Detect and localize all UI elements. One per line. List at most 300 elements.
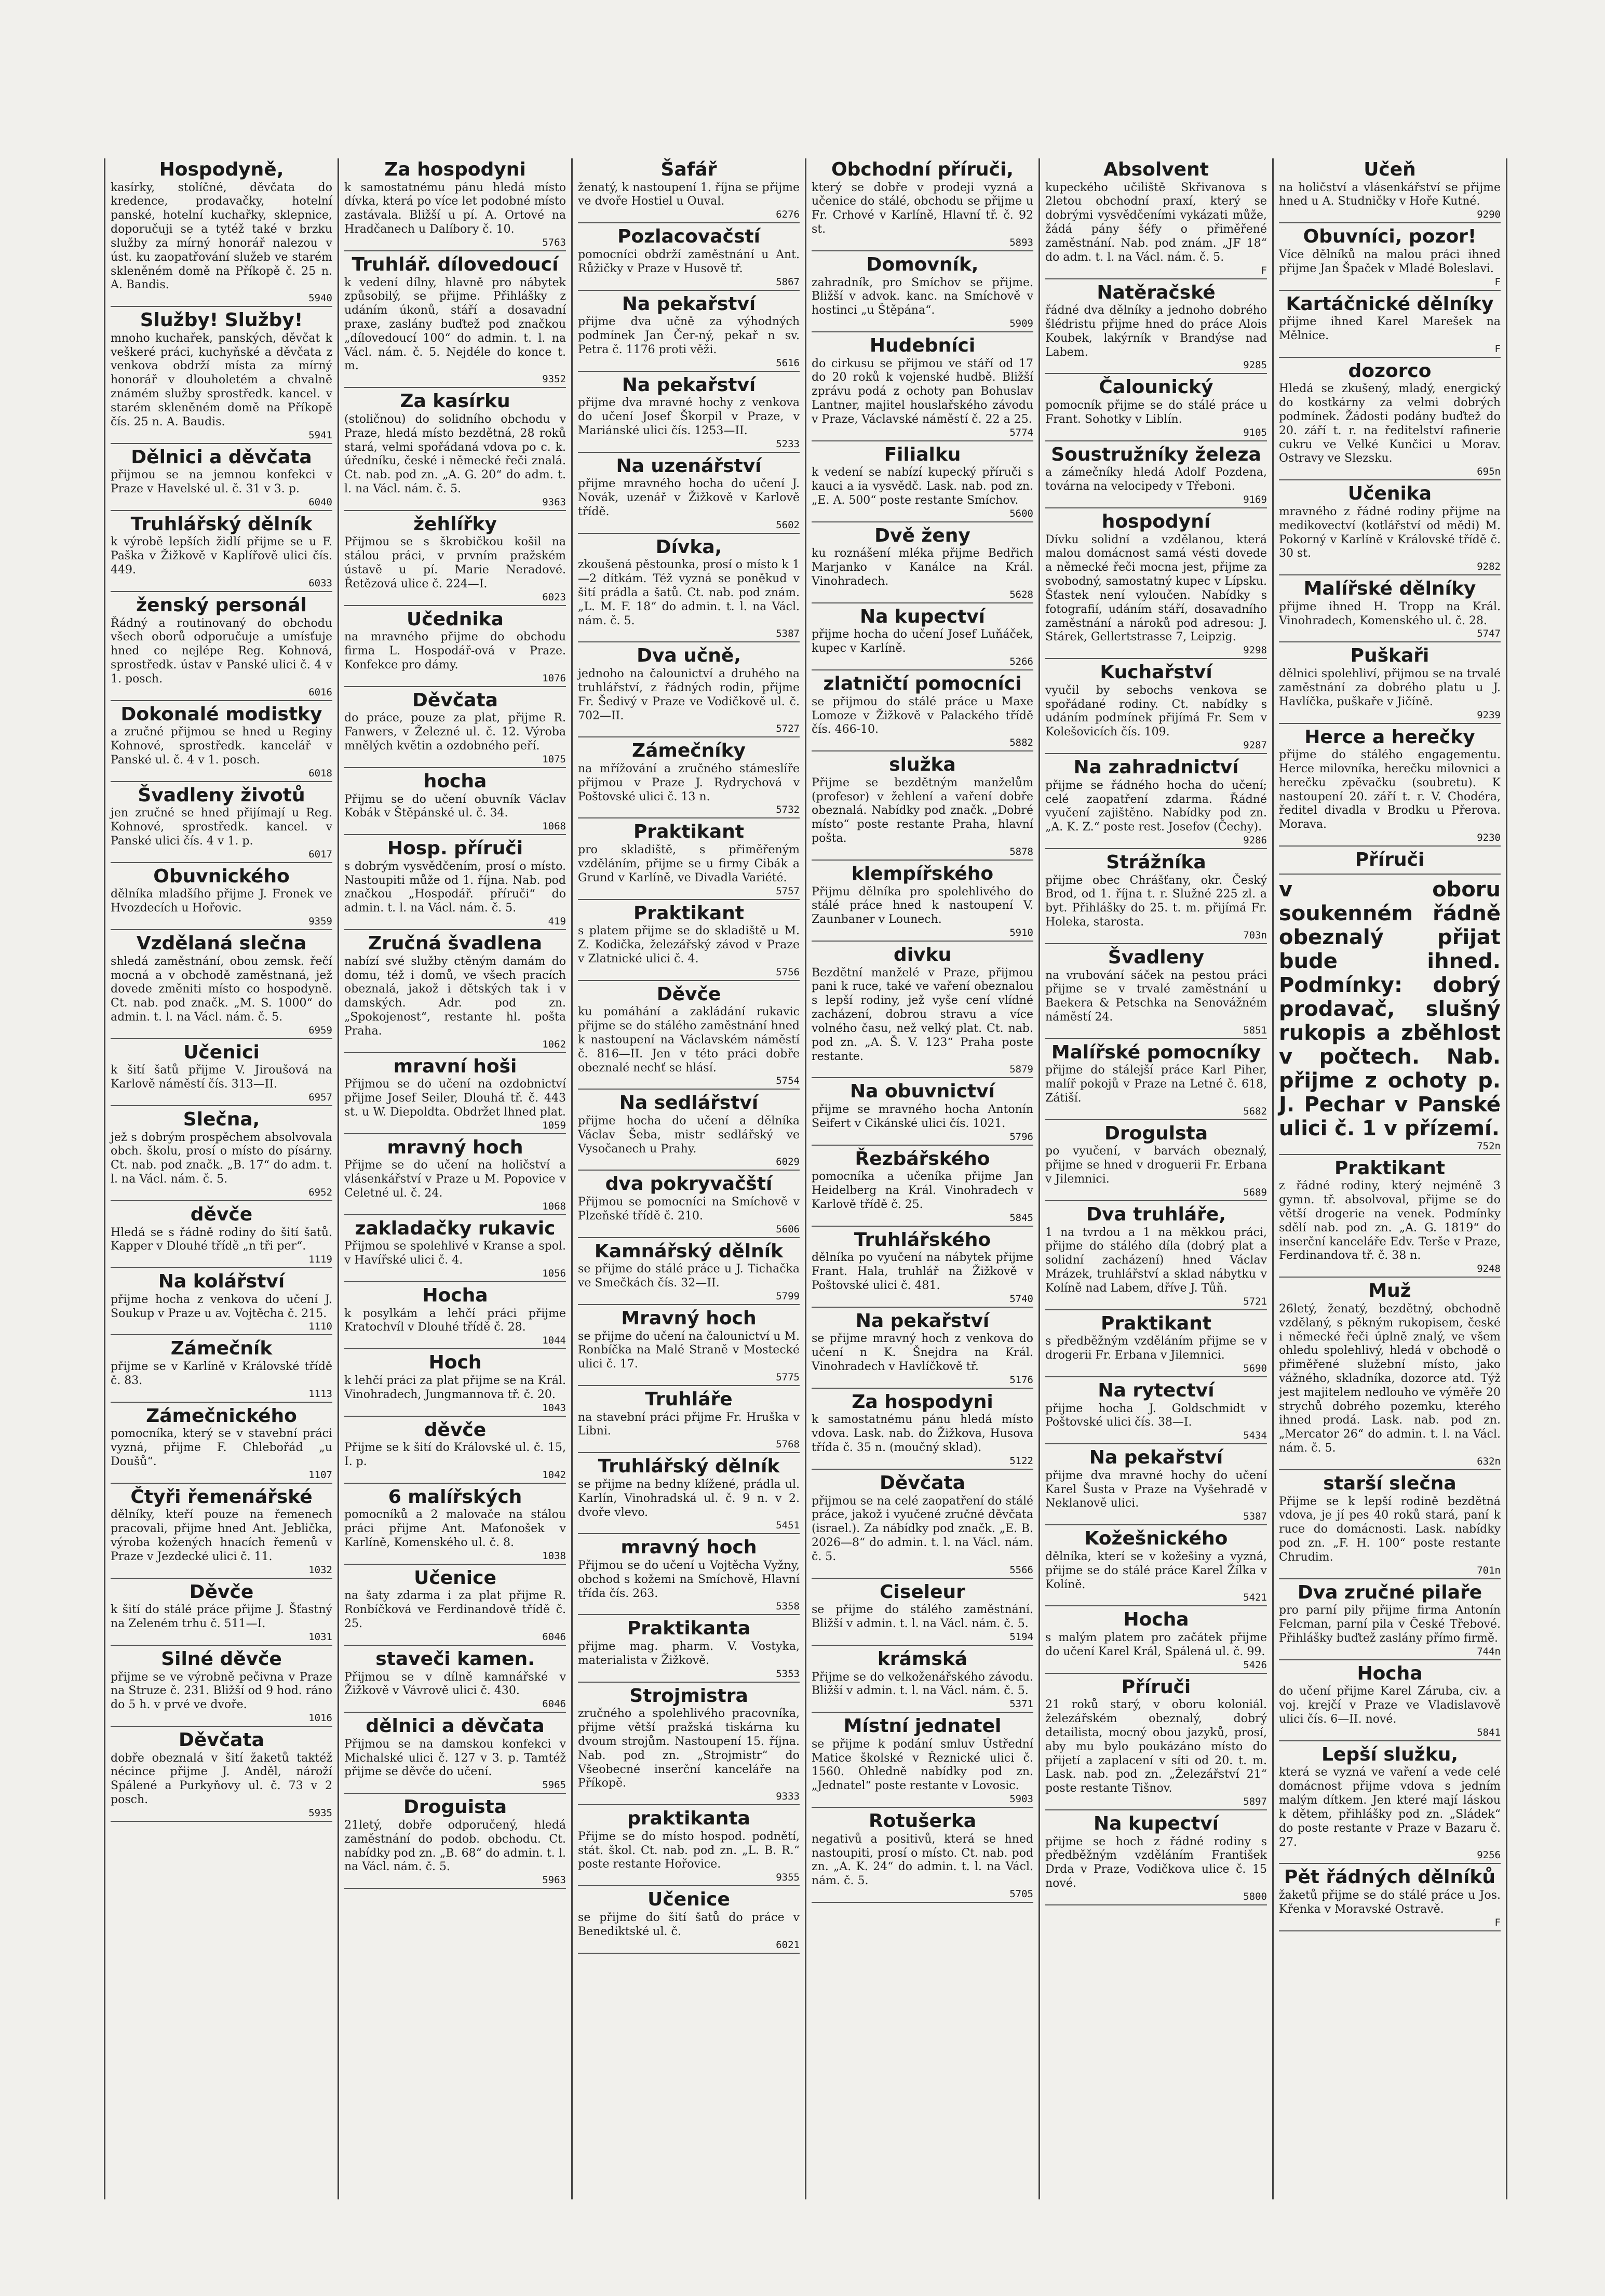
ad-text: negativů a positivů, která se hned nastoupiti, prosí o místo. Ct. nab. pod zn. „A. K. 24“ do admin. t. l. na Václ. nám. č. 5. xyxy=(812,1832,1033,1888)
ad-heading: Praktikant xyxy=(1334,1157,1445,1179)
ad-number: 5965 xyxy=(542,1779,566,1791)
ad-text: Hledá se s řádně rodiny do šití šatů. Kapper v Dlouhé třídě „n tři per“. xyxy=(111,1226,332,1253)
ad-text: dělníka mladšího přijme J. Fronek ve Hvozdecích u Hořovic. xyxy=(111,888,332,915)
ad-number: 5266 xyxy=(1009,656,1033,668)
ad-heading: hospodyní xyxy=(1101,511,1211,532)
ad-number: 5732 xyxy=(776,804,800,816)
classified-ad xyxy=(1279,1582,1501,1660)
ad-heading: zlatničtí pomocníci xyxy=(823,673,1022,695)
ad-heading: dělnici a děvčata xyxy=(366,1715,545,1737)
ad-heading: Muž xyxy=(1368,1280,1411,1302)
ad-heading: Zámečník xyxy=(170,1338,273,1360)
classified-ad xyxy=(1279,579,1501,642)
ad-text: Přijmu se do učení obuvník Václav Kobák v Štěpánské ul. č. 34. xyxy=(344,793,566,820)
ad-number: 5451 xyxy=(776,1520,800,1532)
classified-ad xyxy=(1279,1744,1501,1864)
ad-heading: starší slečna xyxy=(1323,1472,1456,1494)
classified-ad xyxy=(344,1056,566,1134)
classified-ad xyxy=(344,1487,566,1565)
ad-heading: Děvčata xyxy=(412,689,498,711)
ad-text: k lehčí práci za plat přijme se na Král. Vinohradech, Jungmannova tř. č. 20. xyxy=(344,1374,566,1401)
ad-number: 1042 xyxy=(542,1469,566,1481)
classified-ad xyxy=(812,1582,1033,1646)
ad-text: k samostatnému pánu hledá místo vdova. Lask. nab. do Žižkova, Husova třída č. 35 n. (moučný sklad). xyxy=(812,1413,1033,1455)
ad-text: k šití do stálé práce přijme J. Šťastný na Zeleném trhu č. 511—I. xyxy=(111,1603,332,1631)
classified-ad xyxy=(578,822,800,899)
ad-number: 5122 xyxy=(1009,1455,1033,1467)
classified-ad xyxy=(111,447,332,511)
ad-text: přijme se hoch z řádné rodiny s předběžným vzděláním František Drda v Praze, Vodičkova ulice č. 15 nové. xyxy=(1045,1835,1267,1890)
ad-heading: Vzdělaná slečna xyxy=(136,933,307,955)
classified-ad xyxy=(578,1889,800,1953)
ad-heading: Šafář xyxy=(660,159,717,180)
classified-ad xyxy=(578,1808,800,1886)
ad-text: pro skladiště, s přiměřeným vzděláním, přijme se u firmy Cibák a Grund v Karlíně, ve Divadla Variété. xyxy=(578,843,800,884)
classified-ad xyxy=(1045,1380,1267,1444)
ad-number: 6276 xyxy=(776,209,800,221)
classified-ad xyxy=(578,1618,800,1682)
classified-ad xyxy=(111,1338,332,1402)
classified-ad xyxy=(111,704,332,782)
ad-number: 5421 xyxy=(1243,1592,1267,1604)
ad-number: 6016 xyxy=(308,686,332,698)
ad-text: dělnici spolehliví, přijmou se na trvalé zaměstnání za dobrého platu u J. Havlíčka, puškaře v Jičíně. xyxy=(1279,667,1501,708)
ad-text: přijme ihned Karel Marešek na Mělnice. xyxy=(1279,315,1501,342)
ad-heading: Strážníka xyxy=(1106,852,1206,873)
ad-heading: Natěračské xyxy=(1097,281,1216,303)
ad-text: do cirkusu se přijmou ve stáří od 17 do 20 roků k vojenské hudbě. Bližší zprávu podá z ochoty pan Bohuslav Lantner, majitel houslařského závodu v Praze, Václavské náměstí č. 22 a 25. xyxy=(812,357,1033,426)
ad-heading: staveči kamen. xyxy=(375,1648,535,1670)
ad-text: přijme dva mravné hochy z venkova do učení Josef Škorpil v Praze, v Mariánské ulici čís. 1253—II. xyxy=(578,396,800,437)
classified-ad xyxy=(812,1311,1033,1389)
ad-heading: Učenice xyxy=(414,1567,496,1589)
ad-number: 752n xyxy=(1477,1140,1501,1152)
classified-ad xyxy=(111,310,332,444)
ad-text: se přijme do šití šatů do práce v Benediktské ul. č. xyxy=(578,1911,800,1938)
classified-ad xyxy=(1045,377,1267,441)
classified-ad xyxy=(578,375,800,453)
ad-number: 1043 xyxy=(542,1402,566,1414)
ad-text: Přijme se k lepší rodině bezdětná vdova, je jí pes 40 roků stará, paní k ruce do domácnosti. Lask. nabídky pod zn. „F. H. 100“ poste restante Chrudim. xyxy=(1279,1495,1501,1564)
ad-number: 5879 xyxy=(1009,1064,1033,1076)
ad-text: na šaty zdarma i za plat přijme R. Ronbíčková ve Ferdinandově třídě č. 25. xyxy=(344,1589,566,1631)
ad-heading: Hocha xyxy=(1357,1662,1423,1684)
ad-heading: Dva truhláře, xyxy=(1086,1203,1226,1225)
ad-number: 5940 xyxy=(308,292,332,304)
ad-bold-text: v oboru soukenném řádně obeznalý přijat bude ihned. Podmínky: dobrý prodavač, slušný rukopis a zběhlost v počtech. Nab. přijme z ochoty p. J. Pechar v Panské ulici č. 1 v přízemí. xyxy=(1279,877,1501,1140)
ad-number: 5757 xyxy=(776,885,800,897)
ad-number: 9287 xyxy=(1243,740,1267,751)
classified-ad xyxy=(1279,850,1501,875)
classified-ad xyxy=(578,537,800,643)
classified-ad xyxy=(1045,1204,1267,1310)
ad-text: zkoušená pěstounka, prosí o místo k 1—2 dítkám. Též vyzná se poněkud v šití prádla a šatů. Ct. nab. pod znám. „L. M. F. 18“ do admin. t. l. na Václ. nám. č. 5. xyxy=(578,558,800,627)
classified-ad xyxy=(344,1716,566,1794)
ad-text: pomocníků a 2 malovače na stálou práci přijme Ant. Maťonošek v Karlíně, Komenského ul. č. 8. xyxy=(344,1508,566,1550)
ad-text: jednoho na čalounictví a druhého na truhlářství, z řádných rodin, přijme Fr. Šedivý v Praze ve Vodičkově ul. č. 702—II. xyxy=(578,667,800,722)
ad-number: 5909 xyxy=(1009,317,1033,329)
classified-ad xyxy=(1279,361,1501,481)
classified-ad xyxy=(1045,1447,1267,1525)
ad-heading: Děvče xyxy=(189,1581,254,1603)
ad-number: 5768 xyxy=(776,1439,800,1451)
ad-heading: mravný hoch xyxy=(621,1537,757,1559)
ad-number: 6957 xyxy=(308,1092,332,1104)
ad-number: 5841 xyxy=(1477,1726,1501,1738)
classified-ad xyxy=(812,864,1033,942)
classified-ad xyxy=(578,1241,800,1305)
ad-heading: hocha xyxy=(423,770,487,792)
ad-number: 5606 xyxy=(776,1223,800,1235)
ad-heading: Učenici xyxy=(183,1041,260,1063)
ad-heading: Kuchařství xyxy=(1100,662,1212,683)
column-2 xyxy=(339,158,573,2199)
classified-ad xyxy=(1279,727,1501,847)
ad-heading: Obuvnického xyxy=(153,865,290,887)
ad-heading: služka xyxy=(889,754,956,776)
ad-heading: Obuvníci, pozor! xyxy=(1303,226,1477,248)
ad-text: dobře obeznalá v šití žaketů taktéž nécince přijme J. Anděl, nároží Spálené a Purkyňovy ul. č. 73 v 2 posch. xyxy=(111,1751,332,1807)
ad-number: 9282 xyxy=(1477,561,1501,573)
ad-number: 5754 xyxy=(776,1075,800,1087)
ad-text: se přijme do stálé práce u J. Tichačka ve Smečkách čís. 32—II. xyxy=(578,1263,800,1290)
ad-text: s předběžným vzděláním přijme se v drogerii Fr. Erbana v Jilemnici. xyxy=(1045,1335,1267,1362)
ad-text: ku roznášení mléka přijme Bedřich Marjanko v Kanálce na Král. Vinohradech. xyxy=(812,547,1033,588)
ad-heading: Čtyři řemenářské xyxy=(130,1486,313,1508)
ad-text: pro parní pily přijme firma Antonín Felcman, parní pila v České Třebové. Přihlášky buďtež zaslány přímo firmě. xyxy=(1279,1604,1501,1645)
ad-number: 6959 xyxy=(308,1024,332,1036)
ad-text: Přijme se do velkoženářského závodu. Bližší v admin. t. l. na Václ. nám. č. 5. xyxy=(812,1670,1033,1698)
ad-number: 5705 xyxy=(1009,1888,1033,1900)
ad-text: Přijme se k šití do Královské ul. č. 15, I. p. xyxy=(344,1441,566,1468)
ad-number: 5616 xyxy=(776,357,800,369)
ad-number: 5353 xyxy=(776,1668,800,1680)
ad-heading: Malířské dělníky xyxy=(1303,578,1476,600)
ad-text: a zámečníky hledá Adolf Pozdena, továrna na velocipedy v Třeboni. xyxy=(1045,466,1267,493)
ad-number: 5941 xyxy=(308,429,332,441)
classified-ad xyxy=(344,514,566,606)
ad-text: (stoličnou) do solidního obchodu v Praze, hledá místo bezdětná, 28 roků stará, velmi spořádaná vdova po c. k. úředníku, české i německé řeči znalá. Ct. nab. pod zn. „A. G. 20“ do adm. t. l. na Václ. nám. č. 5. xyxy=(344,412,566,496)
ad-text: pomocník přijme se do stálé práce u Frant. Sohotky v Liblín. xyxy=(1045,399,1267,426)
ad-number: 5233 xyxy=(776,438,800,450)
ad-number: 1113 xyxy=(308,1388,332,1400)
classified-ad xyxy=(578,1537,800,1615)
ad-heading: Švadleny životů xyxy=(138,784,305,806)
ad-text: řádné dva dělníky a jednoho dobrého šlédristu přijme hned do práce Alois Koubek, lakýrník v Brandýse nad Labem. xyxy=(1045,304,1267,359)
ad-heading: Filialku xyxy=(884,444,961,465)
ad-number: 5774 xyxy=(1009,426,1033,438)
ad-heading: Čalounický xyxy=(1099,377,1213,398)
ad-number: 5882 xyxy=(1009,737,1033,749)
ad-text: přijme obec Chrášťany, okr. Český Brod, od 1. října t. r. Služné 225 zl. a byt. Přihlášky do 25. t. m. přijímá Fr. Holeka, starosta. xyxy=(1045,874,1267,929)
ad-heading: Praktikanta xyxy=(627,1618,751,1640)
ad-heading: Soustružníky železa xyxy=(1051,444,1261,465)
ad-number: 1056 xyxy=(542,1268,566,1280)
classified-ad xyxy=(344,254,566,388)
ad-number: 5387 xyxy=(776,628,800,640)
classified-ad xyxy=(812,159,1033,251)
ad-text: přijme do stálého engagementu. Herce milovníka, herečku milovnici a herečku zpěvačku (soubretu). K nastoupení 20. září t. r. V. Chodéra, ředitel divadla v Brodku u Přerova. Morava. xyxy=(1279,748,1501,831)
classified-ad xyxy=(1045,1123,1267,1201)
classified-ad xyxy=(344,1285,566,1349)
ad-text: Přijme se do místo hospod. podnětí, stát. škol. Ct. nab. pod zn. „L. B. R.“ poste restante Hořovice. xyxy=(578,1830,800,1871)
column-5 xyxy=(1040,158,1274,2199)
ad-text: přijmou se na jemnou konfekci v Praze v Havelské ul. č. 31 v 3. p. xyxy=(111,468,332,496)
classified-ad xyxy=(1279,878,1501,1155)
ad-text: 21 roků starý, v oboru koloniál. železářském obeznalý, dobrý detailista, mocný obou jazyků, prosí, aby mu bylo poukázáno místo do přijetí a zaplacení v síti od 20. t. m. Lask. nab. pod zn. „Železářství 21“ poste restante Tišnov. xyxy=(1045,1698,1267,1795)
ad-text: Řádný a routinovaný do obchodu všech oborů odporučuje a umísťuje hned co nejlépe Reg. Kohnová, sprostředk. ústav v Panské ulici č. 4 v 1. posch. xyxy=(111,616,332,686)
column-1 xyxy=(105,158,339,2199)
ad-text: 26letý, ženatý, bezdětný, obchodně vzdělaný, s pěkným rukopisem, české i německé řeči úplně znalý, ve všem ohledu spolehlivý, hledá v obchodě o přiměřené služební místo, jako vážného, skladníka, dozorce atd. Týž jest majitelem nedlouho ve výměře 20 strychů dobrého pozemku, kterého ihned prodá. Lask. nab. pod zn. „Mercator 26“ do admin. t. l. na Václ. nám. č. 5. xyxy=(1279,1302,1501,1455)
classified-ad xyxy=(111,785,332,863)
classified-ad xyxy=(1045,159,1267,279)
ad-text: k šití šatů přijme V. Jiroušová na Karlově náměstí čís. 313—II. xyxy=(111,1064,332,1091)
classified-ad xyxy=(111,595,332,701)
ad-text: přijme hocha do učení Josef Luňáček, kupec v Karlíně. xyxy=(812,628,1033,655)
classified-ad xyxy=(111,1042,332,1106)
ad-number: 1032 xyxy=(308,1564,332,1576)
ad-text: přijme se mravného hocha Antonín Seifert v Cikánské ulici čís. 1021. xyxy=(812,1103,1033,1130)
ad-heading: žehlířky xyxy=(413,513,497,535)
classified-ad xyxy=(812,1649,1033,1713)
ad-number: 419 xyxy=(548,916,566,928)
ad-heading: Děvčata xyxy=(179,1729,264,1751)
ad-text: přijme dva učně za výhodných podmínek Jan Čer-ný, pekař n sv. Petra č. 1176 proti věži. xyxy=(578,315,800,356)
ad-heading: Kožešnického xyxy=(1084,1528,1228,1550)
ad-number: 1062 xyxy=(542,1038,566,1050)
ad-heading: Za hospodyni xyxy=(384,159,526,180)
classified-ad xyxy=(111,866,332,930)
ad-heading: Herce a herečky xyxy=(1304,726,1475,748)
classified-ad xyxy=(111,1582,332,1646)
ad-number: 5878 xyxy=(1009,845,1033,857)
ad-heading: Kartáčnické dělníky xyxy=(1286,293,1494,315)
ad-heading: Na obuvnictví xyxy=(850,1081,995,1103)
ad-heading: Za hospodyni xyxy=(852,1391,993,1413)
ad-heading: Na rytectví xyxy=(1098,1379,1215,1401)
ad-heading: Zámečníky xyxy=(631,740,746,762)
ad-number: 5910 xyxy=(1009,927,1033,939)
classified-ad xyxy=(1045,852,1267,944)
ad-heading: Hosp. příruči xyxy=(387,838,523,860)
ad-heading: Obchodní příruči, xyxy=(831,159,1014,180)
ad-heading: Mravný hoch xyxy=(621,1307,757,1329)
ad-text: přijme do stálejší práce Karl Piher, malíř pokojů v Praze na Letné č. 618, Zátiší. xyxy=(1045,1064,1267,1105)
ad-text: se přijmou do stálé práce u Maxe Lomoze v Žižkově v Palackého třídě čís. 466-10. xyxy=(812,695,1033,736)
ad-text: pomocníka, který se v stavební práci vyzná, přijme F. Chlebořád „u Doušů“. xyxy=(111,1427,332,1468)
ad-text: Přijmou se do učení na ozdobnictví přijme Josef Seiler, Dlouhá tř. č. 443 st. u W. Diepoldta. Obdržet lhned plat. xyxy=(344,1078,566,1119)
ad-number: 6023 xyxy=(542,591,566,603)
ad-number: 5845 xyxy=(1009,1212,1033,1224)
ad-text: na stavební práci přijme Fr. Hruška v Libni. xyxy=(578,1411,800,1438)
ad-heading: Zručná švadlena xyxy=(368,933,542,955)
classified-ad xyxy=(812,1230,1033,1308)
ad-number: 1110 xyxy=(308,1321,332,1333)
ad-number: 5727 xyxy=(776,723,800,735)
classified-ad xyxy=(344,159,566,251)
classified-ad xyxy=(578,1456,800,1534)
classified-ad xyxy=(111,1109,332,1201)
classified-ad xyxy=(111,933,332,1039)
ad-number: 1059 xyxy=(542,1119,566,1131)
ad-number: 1076 xyxy=(542,672,566,684)
ad-text: Přijmou se na damskou konfekci v Michalské ulici č. 127 v 3. p. Tamtéž přijme se děvče do učení. xyxy=(344,1737,566,1779)
ad-number: 5387 xyxy=(1243,1511,1267,1523)
ad-text: k samostatnému pánu hledá místo dívka, která po více let podobné místo zastávala. Bližší u pí. A. Ortové na Hradčanech u Dalíbory č. 10. xyxy=(344,181,566,236)
ad-text: přijme mag. pharm. V. Vostyka, materialista v Žižkově. xyxy=(578,1640,800,1667)
ad-text: Přijme se bezdětným manželům (profesor) v žehlení a vaření dobře obeznalá. Nabídky pod značk. „Dobré místo“ poste restante Praha, hlavní pošta. xyxy=(812,776,1033,845)
ad-text: jež s dobrým prospěchem absolvovala obch. školu, prosí o místo do písárny. Ct. nab. pod značk. „B. 17“ do adm. t. l. na Václ. nám. č. 5. xyxy=(111,1131,332,1186)
ad-text: 1 na tvrdou a 1 na měkkou práci, přijme do stálého díla (dobrý plat a solidní zacházení) hned Václav Mrázek, truhlářství a sklad nábytku v Kolíně nad Labem, dříve J. Tůň. xyxy=(1045,1226,1267,1295)
ad-number: 5194 xyxy=(1009,1631,1033,1643)
ad-heading: Silné děvče xyxy=(161,1648,282,1670)
ad-number: 5721 xyxy=(1243,1295,1267,1307)
classified-ad xyxy=(344,609,566,687)
classified-ad xyxy=(1279,646,1501,723)
ad-text: 21letý, dobře odporučený, hledá zaměstnání do podob. obchodu. Ct. nabídky pod zn. „B. 68“ do admin. t. l. na Václ. nám. č. 5. xyxy=(344,1818,566,1874)
ad-heading: Zámečnického xyxy=(146,1405,297,1427)
ad-text: Přijmou se v dílně kamnářské v Žižkově v Vávrově ulici č. 430. xyxy=(344,1670,566,1698)
ad-heading: Lepší služku, xyxy=(1321,1743,1459,1765)
column-6 xyxy=(1274,158,1507,2199)
ad-heading: Děvče xyxy=(656,983,721,1005)
ad-number: 5799 xyxy=(776,1290,800,1302)
ad-number: 6033 xyxy=(308,577,332,589)
ad-number: 9355 xyxy=(776,1872,800,1884)
ad-number: F xyxy=(1494,343,1501,355)
ad-heading: divku xyxy=(893,944,952,966)
classified-ad xyxy=(578,984,800,1090)
ad-number: 1038 xyxy=(542,1550,566,1562)
ad-number: 5682 xyxy=(1243,1105,1267,1117)
ad-number: 5689 xyxy=(1243,1186,1267,1198)
ad-text: Přijmou se pomocníci na Smíchově v Plzeňské třídě č. 210. xyxy=(578,1196,800,1223)
ad-heading: děvče xyxy=(190,1203,253,1225)
ad-number: 5176 xyxy=(1009,1374,1033,1386)
ad-heading: Řezbářského xyxy=(855,1148,990,1170)
ad-heading: 6 malířských xyxy=(388,1486,522,1508)
classified-ad xyxy=(344,391,566,511)
ad-text: přijme hocha J. Goldschmidt v Poštovské ulici čís. 38—I. xyxy=(1045,1402,1267,1429)
ad-heading: Pět řádných dělníků xyxy=(1284,1867,1496,1888)
ad-heading: Dva učně, xyxy=(637,645,741,667)
ad-text: do práce, pouze za plat, přijme R. Fanwers, v Železné ul. č. 12. Výroba mnělých květin a ozdobného peří. xyxy=(344,711,566,753)
ad-number: 6040 xyxy=(308,496,332,508)
classified-ad xyxy=(111,1271,332,1335)
classified-ad xyxy=(1045,283,1267,374)
classified-ad xyxy=(1045,947,1267,1039)
classified-ad xyxy=(111,1649,332,1727)
classified-ad xyxy=(812,755,1033,861)
classified-ad xyxy=(1045,1814,1267,1905)
ad-number: 9359 xyxy=(308,916,332,928)
ad-number: 5763 xyxy=(542,236,566,248)
classified-ad xyxy=(344,1218,566,1282)
classified-ad xyxy=(1279,159,1501,223)
classified-ad xyxy=(1045,1313,1267,1377)
classified-ad xyxy=(1045,512,1267,659)
ad-text: Dívku solidní a vzdělanou, která malou domácnost samá vésti dovede a německé řeči mocna jest, přijme za svobodný, samostatný kupec v Lípsku. Šťastek není vyloučen. Nabídky s fotografií, udáním stáří, dosavadního zaměstnání a nároků pod adresou: J. Stárek, Gellertstrasse 7, Leipzig. xyxy=(1045,533,1267,644)
ad-number: 1068 xyxy=(542,1200,566,1212)
ad-heading: Učeň xyxy=(1364,159,1416,180)
ad-number: 6046 xyxy=(542,1698,566,1710)
ad-number: F xyxy=(1494,276,1501,288)
ad-number: 744n xyxy=(1477,1645,1501,1657)
ad-text: na vrubování sáček na pestou práci přijme se v trvalé zaměstnání u Baekera & Petschka na Senovážném náměstí 24. xyxy=(1045,969,1267,1024)
ad-text: kupeckého učiliště Skřivanova s 2letou obchodní praxí, který se dobrými vysvědčeními vykázati může, žádá pány šéfy o přiměřené zaměstnání. Nab. pod znám. „JF 18“ do adm. t. l. na Václ. nám. č. 5. xyxy=(1045,181,1267,264)
ad-text: pomocníci obdrží zaměstnání u Ant. Růžičky v Praze v Husově tř. xyxy=(578,248,800,275)
classified-ad xyxy=(111,1487,332,1579)
ad-text: po vyučení, v barvách obeznalý, přijme se hned v droguerii Fr. Erbana v Jilemnici. xyxy=(1045,1145,1267,1186)
classified-ad xyxy=(1279,1158,1501,1278)
ad-heading: Praktikant xyxy=(1101,1312,1211,1334)
classified-ad xyxy=(812,1811,1033,1903)
classified-ad xyxy=(578,456,800,534)
ad-text: který se dobře v prodeji vyzná a učenice do stálé, obchodu se přijme u Fr. Crhové v Karlíně, Hlavní tř. č. 92 st. xyxy=(812,181,1033,236)
ad-heading: Rotušerka xyxy=(868,1810,977,1832)
classified-ad xyxy=(1045,1042,1267,1120)
ad-heading: Dvě ženy xyxy=(874,525,970,546)
ad-text: s malým platem pro začátek přijme do učení Karel Král, Spálená ul. č. 99. xyxy=(1045,1631,1267,1658)
ad-text: jen zručné se hned přijímají u Reg. Kohnové, sprostředk. kancel. v Panské ulici čís. 4 v 1. p. xyxy=(111,807,332,848)
classified-ad xyxy=(1045,662,1267,754)
classified-ad xyxy=(812,674,1033,751)
ad-heading: Truhlář. dílovedoucí xyxy=(352,253,559,275)
ad-heading: Hocha xyxy=(1123,1609,1189,1631)
ad-text: Přijmou se spolehlivé v Kranse a spol. v Havířské ulici č. 4. xyxy=(344,1240,566,1267)
classified-ad xyxy=(111,1730,332,1822)
ad-heading: Příruči xyxy=(1355,849,1425,871)
ad-number: 1107 xyxy=(308,1469,332,1481)
ad-heading: Slečna, xyxy=(183,1109,260,1131)
ad-text: přijme dva mravné hochy do učení Karel Šusta v Praze na Vyšehradě v Neklanově ulici. xyxy=(1045,1469,1267,1510)
ad-heading: Na kupectví xyxy=(859,606,986,627)
classified-ad xyxy=(344,838,566,930)
classified-ad xyxy=(812,254,1033,332)
ad-heading: Na kolářství xyxy=(158,1271,285,1293)
ad-heading: Droguista xyxy=(403,1796,507,1818)
ad-heading: Praktikant xyxy=(633,821,744,843)
classified-ad xyxy=(812,1081,1033,1145)
column-4 xyxy=(806,158,1040,2199)
ad-text: se přijme do stálého zaměstnání. Bližší v admin. t. l. na Václ. nám. č. 5. xyxy=(812,1603,1033,1631)
classified-ad xyxy=(578,159,800,223)
ad-number: F xyxy=(1494,1916,1501,1928)
ad-text: přijme se v Karlíně v Královské třídě č. 83. xyxy=(111,1360,332,1387)
classified-ad xyxy=(111,1406,332,1484)
ad-heading: Puškaři xyxy=(1350,645,1429,667)
ad-heading: Pozlacovačstí xyxy=(617,226,760,248)
classified-ad xyxy=(578,741,800,818)
ad-number: 703n xyxy=(1243,929,1267,941)
classified-ad xyxy=(1045,1609,1267,1673)
ad-number: 5747 xyxy=(1477,628,1501,640)
ad-text: Přijmou se do učení u Vojtěcha Vyžny, obchod s kožemi na Smíchově, Hlavní třída čís. 263. xyxy=(578,1559,800,1600)
ad-text: dělníka po vyučení na nábytek přijme Frant. Hala, truhlář na Žižkově v Poštovské ulici č. 481. xyxy=(812,1251,1033,1292)
classified-ad xyxy=(344,1797,566,1889)
ad-text: přijme hocha z venkova do učení J. Soukup v Praze u av. Vojtěcha č. 215. xyxy=(111,1293,332,1320)
ad-number: 5628 xyxy=(1009,588,1033,600)
ad-text: na holičství a vlásenkářství se přijme hned u A. Studničky v Hoře Kutné. xyxy=(1279,181,1501,208)
ad-number: 9298 xyxy=(1243,645,1267,656)
ad-text: ženatý, k nastoupení 1. října se přijme ve dvoře Hostiel u Ouval. xyxy=(578,181,800,208)
ad-number: 9286 xyxy=(1243,835,1267,846)
ad-text: se přijme mravný hoch z venkova do učení n K. Šnejdra na Král. Vinohradech v Havlíčkově tř. xyxy=(812,1332,1033,1374)
classified-ad xyxy=(812,1392,1033,1470)
ad-number: 5602 xyxy=(776,519,800,531)
classified-ad xyxy=(344,1568,566,1646)
ad-text: kasírky, stolíčné, děvčata do kredence, prodavačky, hotelní panské, hotelní kuchařky, sklepnice, doporučuji se a tytéž také v brzku služby za mírný honorář nalezou v úst. ku zaopatřování služeb ve starém skleněném domě na Příkopě č. 25 n. A. Bandis. xyxy=(111,181,332,292)
